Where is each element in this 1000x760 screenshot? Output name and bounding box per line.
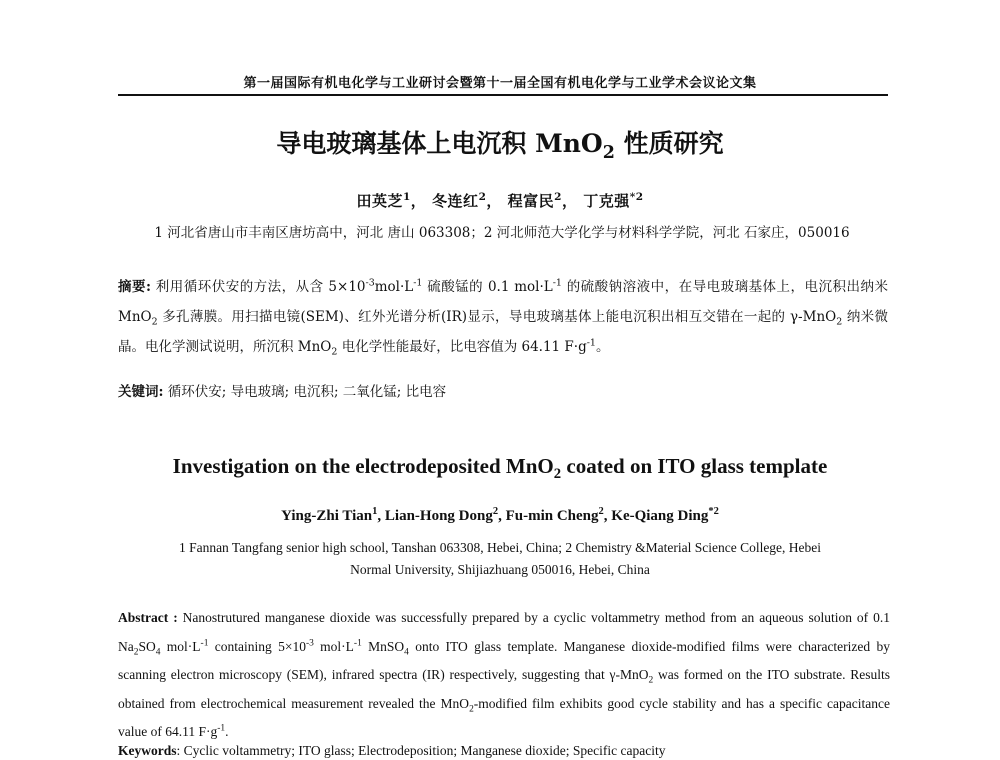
abstract-text: 。 [595,339,610,355]
abstract-text: MnSO [361,638,405,654]
chinese-title [100,124,900,163]
author-cn-affil: 1 [402,191,411,203]
english-keywords [118,743,890,759]
abstract-subscript: 2 [151,316,158,328]
abstract-text: mol·L [374,279,414,295]
english-title-post: coated on ITO glass template [561,454,828,478]
english-affiliation [110,537,890,581]
abstract-text: -modified film exhibits good cycle stability and has a specific capacitance value of 64.11 F·g [118,695,890,739]
chinese-abstract-label: 摘要: [118,279,151,295]
abstract-superscript: -1 [200,638,209,648]
english-abstract-label: Abstract : [118,610,178,625]
abstract-text: . [225,724,229,739]
abstract-subscript: 4 [404,647,409,658]
english-affiliation-line: Normal University, Shijiazhuang 050016, Hebei, China [350,562,650,577]
running-header: 第一届国际有机电化学与工业研讨会暨第十一届全国有机电化学与工业学术会议论文集 [243,76,757,91]
abstract-text: onto ITO glass template. Manganese dioxide-modified films were characterized by scanning electron microscopy (SEM), infrared spectra (IR) respectively, suggesting that γ-MnO [118,638,890,682]
abstract-superscript: -1 [217,723,226,734]
author-cn: 丁克强 [583,192,630,210]
author-cn: 冬连红 [432,192,479,210]
chinese-title-pre: 导电玻璃基体上电沉积 MnO [276,129,603,158]
abstract-superscript: -3 [305,638,314,648]
author-en-separator: , [603,508,612,524]
abstract-text: mol·L [313,638,354,654]
english-keywords-text: : Cyclic voltammetry; ITO glass; Electrodeposition; Manganese dioxide; Specific capacity [176,743,666,758]
author-en-affil: 2 [492,506,499,517]
abstract-text: 电化学性能最好，比电容值为 64.11 F·g [337,339,587,355]
abstract-text: SO [138,638,156,654]
english-affiliation-line: 1 Fannan Tangfang senior high school, Tanshan 063308, Hebei, China; 2 Chemistry &Material Science College, Hebei [178,540,822,555]
chinese-affiliation: 1 河北省唐山市丰南区唐坊高中，河北 唐山 063308；2 河北师范大学化学与材料科学学院，河北 石家庄，050016 [154,225,850,241]
english-title-pre: Investigation on the electrodeposited MnO [172,454,554,478]
abstract-text: 多孔薄膜。用扫描电镜(SEM)、红外光谱分析(IR)显示，导电玻璃基体上能电沉积出相互交错在一起的 γ-MnO [157,309,837,325]
author-en-separator: , [498,508,506,524]
abstract-subscript: 2 [469,704,474,715]
abstract-subscript: 2 [133,647,139,658]
abstract-superscript: -1 [353,638,362,648]
author-cn: 田英芝 [356,192,403,210]
abstract-text: 的硫酸钠溶液中，在导电玻璃基体上，电沉积出纳米 MnO [118,279,888,325]
abstract-superscript: -1 [552,277,562,289]
english-title [100,454,900,483]
author-en: Ying-Zhi Tian [281,508,373,524]
abstract-text: 纳米微晶。电化学测试说明，所沉积 MnO [118,309,888,355]
chinese-abstract [118,272,888,362]
author-cn-separator: ， [486,192,502,210]
author-cn-separator: ， [410,192,427,210]
author-en-affil: *2 [708,506,719,517]
author-cn-affil: *2 [629,191,644,203]
author-en-affil: 2 [598,506,604,517]
abstract-superscript: -3 [365,277,375,289]
abstract-superscript: -1 [586,337,596,349]
abstract-subscript: 4 [155,647,161,658]
author-en: Ke-Qiang Ding [611,508,709,524]
chinese-authors [100,190,900,211]
author-cn: 程富民 [507,192,555,210]
abstract-text: mol·L [160,638,201,654]
chinese-title-subscript: 2 [602,143,615,163]
author-en-separator: , [377,508,385,524]
english-abstract [118,604,890,747]
chinese-keywords [118,380,888,400]
abstract-superscript: -1 [413,277,423,289]
abstract-text: 硫酸锰的 0.1 mol·L [422,279,553,295]
abstract-subscript: 2 [836,316,843,328]
abstract-text: was formed on the ITO substrate. Results obtained from electrochemical measurement revealed the MnO [118,667,890,711]
english-title-subscript: 2 [553,466,562,483]
author-cn-separator: ， [561,192,578,210]
author-en: Lian-Hong Dong [384,508,493,524]
chinese-title-post: 性质研究 [614,129,724,158]
english-keywords-label: Keywords [118,743,177,758]
abstract-subscript: 2 [648,675,654,686]
author-cn-affil: 2 [554,191,562,203]
author-cn-affil: 2 [478,191,487,203]
chinese-keywords-label: 关键词: [118,384,164,400]
abstract-text: containing 5×10 [208,638,306,654]
abstract-text: 利用循环伏安的方法，从含 5×10 [150,279,366,295]
abstract-subscript: 2 [331,346,338,358]
header-rule [118,94,888,96]
chinese-keywords-text: 循环伏安; 导电玻璃; 电沉积; 二氧化锰; 比电容 [163,384,447,400]
english-authors [100,508,900,525]
author-en-affil: 1 [372,506,378,517]
author-en: Fu-min Cheng [505,508,599,524]
abstract-text: Nanostrutured manganese dioxide was successfully prepared by a cyclic voltammetry method from an aqueous solution of 0.1 Na [118,610,891,654]
